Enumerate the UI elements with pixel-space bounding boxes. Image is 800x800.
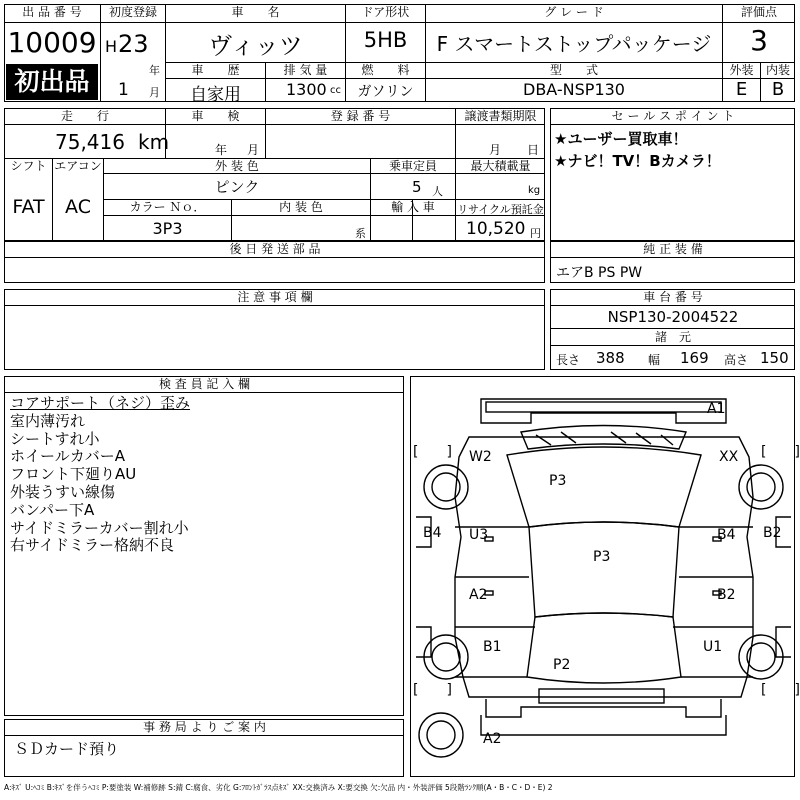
width-label: 幅 [648, 353, 661, 367]
shift-header: シフト [10, 159, 47, 173]
capacity-unit: 人 [432, 185, 443, 198]
model: DBA-NSP130 [523, 80, 625, 99]
displacement-header: 排 気 量 [283, 63, 328, 77]
displacement-unit: cc [330, 85, 341, 96]
capacity-header: 乗車定員 [388, 159, 437, 173]
inspection-header: 車 検 [191, 109, 240, 123]
height-label: 高さ [724, 353, 749, 367]
door-header: ドア形状 [361, 5, 410, 19]
first-reg-year-unit: 年 [149, 64, 160, 77]
damage-right-front-door: B4 [717, 527, 736, 543]
damage-left-side: B4 [423, 525, 442, 541]
exterior-header: 外装 [729, 63, 754, 77]
damage-right-rear-door: B2 [717, 587, 736, 603]
damage-roof: P3 [593, 549, 611, 565]
color-no-value: 3P3 [152, 219, 183, 238]
damage-right-rear: U1 [703, 639, 723, 655]
fuel-header: 燃 料 [361, 63, 410, 77]
first-reg-header: 初度登録 [108, 5, 157, 19]
shift-value: FAT [12, 196, 45, 218]
inspector-notes-list [10, 395, 400, 555]
car-name-header: 車 名 [231, 5, 280, 19]
int-color-header: 内 装 色 [279, 200, 323, 214]
damage-rear-bumper: A2 [483, 731, 502, 747]
aircon-value: AC [65, 196, 91, 218]
recycle-header: リサイクル預託金 [457, 203, 544, 216]
history-header: 車 歴 [191, 63, 240, 77]
displacement: 1300 [286, 80, 327, 99]
inspector-note: ホイールカバーA [10, 447, 125, 466]
legend: A:ｷｽﾞ U:ﾍｺﾐ B:ｷｽﾞを伴うﾍｺﾐ P:要塗装 W:補修跡 S:錆 C:腐食、劣化 G:ﾌﾛﾝﾄｶﾞﾗｽ点ｷｽﾞ XX:交換済み X:要交換 欠:欠品 内・外装評価 5段階ﾗﾝｸ順(A・B・C・D・E) 2 [4, 783, 553, 792]
history: 自家用 [190, 85, 241, 105]
max-load-header: 最大積載量 [470, 159, 531, 173]
inspector-note: 右サイドミラー格納不良 [10, 536, 174, 555]
capacity-value: 5 [412, 178, 422, 196]
import-header: 輸 入 車 [391, 200, 435, 214]
damage-left-rear-bracket: [ ] [413, 682, 452, 698]
inspector-note: シートすれ小 [10, 429, 100, 448]
inspector-note: 室内薄汚れ [10, 411, 86, 430]
car-diagram [410, 376, 800, 777]
int-color-unit: 系 [355, 227, 366, 240]
transfer-month-unit: 月 [489, 143, 502, 157]
damage-front-bumper: A1 [707, 401, 726, 417]
lot-number: 10009 [7, 26, 97, 59]
car-name: ヴィッツ [208, 32, 303, 60]
length-label: 長さ [556, 353, 581, 367]
inspection-year-unit: 年 [215, 143, 228, 157]
interior-header: 内装 [765, 63, 790, 77]
door-type: 5HB [363, 28, 408, 52]
info-section [4, 108, 545, 241]
inspection-month-unit: 月 [247, 143, 260, 157]
notes-header: 注 意 事 項 欄 [237, 290, 313, 304]
mileage-value: 75,416 [55, 130, 125, 154]
model-header: 型 式 [549, 63, 598, 77]
chassis-header: 車 台 番 号 [643, 290, 703, 304]
interior-grade: B [771, 79, 785, 100]
dims-header: 諸 元 [654, 330, 691, 344]
load-unit: kg [528, 185, 541, 196]
mileage-unit: km [138, 130, 170, 154]
length-value: 388 [596, 349, 625, 367]
first-reg-year: 23 [118, 30, 149, 58]
recycle-unit: 円 [530, 227, 541, 240]
fuel: ガソリン [357, 84, 414, 100]
transfer-doc-header: 譲渡書類期限 [464, 109, 537, 123]
exterior-grade: E [735, 79, 748, 100]
transfer-day-unit: 日 [527, 143, 540, 157]
damage-right-bracket: [ ] [761, 444, 800, 460]
grade-header: グ レ ー ド [544, 5, 604, 19]
inspector-note: 外装うすい線傷 [10, 482, 116, 501]
equipment-value: エアB PS PW [556, 265, 643, 281]
damage-right-rear-bracket: [ ] [761, 682, 800, 698]
grade: F スマートストップパッケージ [436, 32, 712, 56]
inspector-note: バンパー下A [10, 500, 95, 519]
sales-point-2: ★ナビ！TV！Bカメラ！ [554, 152, 721, 170]
damage-front-left: W2 [469, 449, 492, 465]
damage-right-side: B2 [763, 525, 782, 541]
first-reg-month-unit: 月 [149, 86, 160, 99]
chassis-number: NSP130-2004522 [607, 308, 739, 326]
first-reg-month: 1 [118, 80, 129, 100]
first-listing-badge: 初出品 [6, 64, 98, 100]
lot-no-header: 出 品 番 号 [22, 5, 82, 19]
inspector-note: コアサポート（ネジ）歪み [10, 394, 191, 412]
color-header: 外 装 色 [215, 159, 259, 173]
score: 3 [750, 24, 768, 57]
sales-point-1: ★ユーザー買取車！ [554, 130, 688, 148]
damage-hood: P3 [549, 473, 567, 489]
reg-no-header: 登 録 番 号 [330, 109, 391, 123]
inspector-note: フロント下廻りAU [10, 465, 137, 484]
width-value: 169 [680, 349, 709, 367]
height-value: 150 [760, 349, 789, 367]
damage-left-rear: B1 [483, 639, 502, 655]
damage-front-right: XX [719, 449, 739, 465]
damage-left-bracket: [ ] [413, 444, 452, 460]
damage-left-front-door: U3 [469, 527, 489, 543]
office-note: ＳＤカード預り [14, 740, 120, 758]
aircon-header: エアコン [54, 159, 102, 173]
first-reg-era: H [105, 37, 118, 56]
office-header: 事 務 局 よ り ご 案 内 [143, 720, 266, 734]
damage-rear-window: P2 [553, 657, 571, 673]
inspector-note: サイドミラーカバー割れ小 [10, 518, 189, 537]
inspector-header: 検 査 員 記 入 欄 [158, 377, 251, 391]
sales-point-header: セ ー ル ス ポ イ ン ト [611, 109, 735, 123]
mileage-header: 走 行 [60, 109, 109, 123]
later-parts-header: 後 日 発 送 部 品 [229, 242, 321, 256]
car-outline-icon [411, 377, 794, 776]
color-value: ピンク [214, 178, 260, 196]
score-header: 評価点 [740, 5, 777, 19]
recycle-value: 10,520 [466, 219, 526, 239]
equipment-header: 純 正 装 備 [643, 242, 703, 256]
damage-left-rear-door: A2 [469, 587, 488, 603]
color-no-header: カラー Ｎｏ． [129, 200, 206, 214]
